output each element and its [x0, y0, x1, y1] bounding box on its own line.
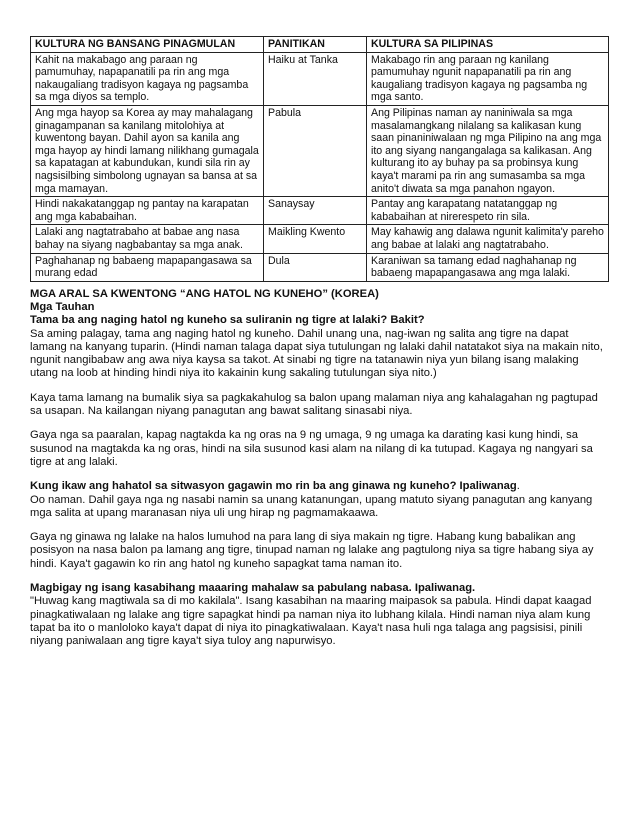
header-kultura-pinagmulan: KULTURA NG BANSANG PINAGMULAN: [31, 37, 264, 53]
table-cell: Dula: [264, 253, 367, 281]
question-1: Tama ba ang naging hatol ng kuneho sa suliranin ng tigre at lalaki? Bakit?: [30, 314, 425, 327]
table-cell: Ang Pilipinas naman ay naniniwala sa mga masalamangkang nilalang sa kalikasan kung saan pinaniniwalaan ng mga Pilipino na ang mga ito ang siyang nangangalaga sa kalikasan. Ang kulturang ito ay buhay pa sa probinsya kung kaya't marami pa rin ang sumasamba sa mga anito't diwata sa mga panahon ngayon.: [367, 105, 609, 196]
answer-1-paragraph-2: Kaya tama lamang na bumalik siya sa pagkakahulog sa balon upang malaman niya ang kahalagahan ng pagtupad sa usapan. Na kailangan niyang panagutan ang bawat salitang sinasabi niya.: [30, 391, 598, 418]
table-cell: Kahit na makabago ang paraan ng pamumuhay, napapanatili pa rin ang mga nakaugaliang tradisyon kagaya ng pagsamba sa mga diyos sa templo.: [31, 52, 264, 105]
answer-3-paragraph-1: "Huwag kang magtiwala sa di mo kakilala". Isang kasabihan na maaring maipasok sa pabula. Hindi dapat kaagad pinagkatiwalaan ng lalake ang tigre sapagkat hindi pa naman niya ito lubhang kilala. Hindi naman niya alam kung tapat ba ito o manloloko kaya't dapat di niya ito pinagkatiwalaan. Kaya't nasa huli nga talaga ang pagsisisi, pinili niyang paniwalaan ang tigre kaya't siya tuloy ang napurwisyo.: [30, 595, 592, 648]
paragraph-gap: [30, 418, 608, 429]
table-cell: Maikling Kwento: [264, 225, 367, 253]
answer-2-paragraph-2: Gaya ng ginawa ng lalake na halos lumuhod na para lang di siya makain ng tigre. Habang kung babalikan ang posisyon na nasa balon pa lamang ang tigre, tinupad naman ng lalake ang pagtulong niya sa tigre habang siya ay hindi. Kaya't gagawin ko rin ang hatol ng kuneho sapagkat tama naman ito.: [30, 531, 594, 570]
table-cell: Makabago rin ang paraan ng kanilang pamumuhay ngunit napapanatili pa rin ang kaugaliang tradisyon kagaya ng pagsamba ng mga santo.: [367, 52, 609, 105]
paragraph-gap: [30, 381, 608, 392]
paragraph-gap: [30, 469, 608, 480]
table-cell: Ang mga hayop sa Korea ay may mahalagang ginagampanan sa kanilang mitolohiya at kuwentong bayan. Dahil ayon sa kanila ang mga hayop ay hindi lamang nilikhang gumagala sa kapatagan at kabundukan, kundi sila rin ay nagsisilbing simbolong ugnayan sa bansa at sa mga mamayan.: [31, 105, 264, 196]
table-cell: Hindi nakakatanggap ng pantay na karapatan ang mga kababaihan.: [31, 197, 264, 225]
table-cell: Karaniwan sa tamang edad naghahanap ng babaeng mapapangasawa ang mga lalaki.: [367, 253, 609, 281]
section-subtitle: Mga Tauhan: [30, 300, 95, 313]
table-cell: Pantay ang karapatang natatanggap ng kababaihan at nirerespeto rin sila.: [367, 197, 609, 225]
paragraph-gap: [30, 520, 608, 531]
table-cell: Pabula: [264, 105, 367, 196]
table-header-row: [31, 37, 609, 53]
header-kultura-pilipinas: KULTURA SA PILIPINAS: [367, 37, 609, 53]
table-cell: Lalaki ang nagtatrabaho at babae ang nasa bahay na siyang nagbabantay sa mga anak.: [31, 225, 264, 253]
question-2: Kung ikaw ang hahatol sa sitwasyon gagawin mo rin ba ang ginawa ng kuneho? Ipaliwanag: [30, 480, 517, 493]
table-row: [31, 52, 609, 105]
document-page: [30, 36, 608, 649]
answer-2-paragraph-1: Oo naman. Dahil gaya nga ng nasabi namin sa unang katanungan, upang matuto siyang panagutan ang kanyang mga salita at upang maranasan niya uli ung hirap ng pagmamakaawa.: [30, 493, 593, 519]
section-title: MGA ARAL SA KWENTONG “ANG HATOL NG KUNEHO” (KOREA): [30, 287, 379, 300]
table-cell: May kahawig ang dalawa ngunit kalimita'y pareho ang babae at lalaki ang nagtatrabaho.: [367, 225, 609, 253]
table-cell: Haiku at Tanka: [264, 52, 367, 105]
answer-1-paragraph-3: Gaya nga sa paaralan, kapag nagtakda ka ng oras na 9 ng umaga, 9 ng umaga ka darating kasi kung hindi, sa susunod na magtakda ka ng oras, hindi na sila susunod kasi alam na nilang di ka tutupad. Kagaya ng nangyari sa tigre at ang lalaki.: [30, 429, 593, 468]
question-2-period: .: [516, 480, 520, 493]
question-2-line: [30, 480, 608, 493]
header-panitikan: PANITIKAN: [264, 37, 367, 53]
lessons-section: [30, 288, 608, 649]
table-row: [31, 253, 609, 281]
answer-1-paragraph-1: Sa aming palagay, tama ang naging hatol ng kuneho. Dahil unang una, nag-iwan ng salita ang tigre na dapat lamang na kanyang tuparin. (Hindi naman talaga dapat siya tutulungan ng lalaki dahil natatakot siya na makain nito, ngunit nangibabaw ang awa niya kaysa sa takot. At sinabi ng tigre na tatanawin niya yun bilang isang malaking utang na loob at hinding hindi niya ito kakainin kung sakaling tutulungan siya nito.): [30, 327, 603, 380]
table-cell: Sanaysay: [264, 197, 367, 225]
culture-comparison-table: [30, 36, 609, 282]
table-cell: Paghahanap ng babaeng mapapangasawa sa murang edad: [31, 253, 264, 281]
question-3: Magbigay ng isang kasabihang maaaring mahalaw sa pabulang nabasa. Ipaliwanag.: [30, 582, 476, 595]
table-row: [31, 105, 609, 196]
table-row: [31, 197, 609, 225]
table-row: [31, 225, 609, 253]
paragraph-gap: [30, 571, 608, 582]
